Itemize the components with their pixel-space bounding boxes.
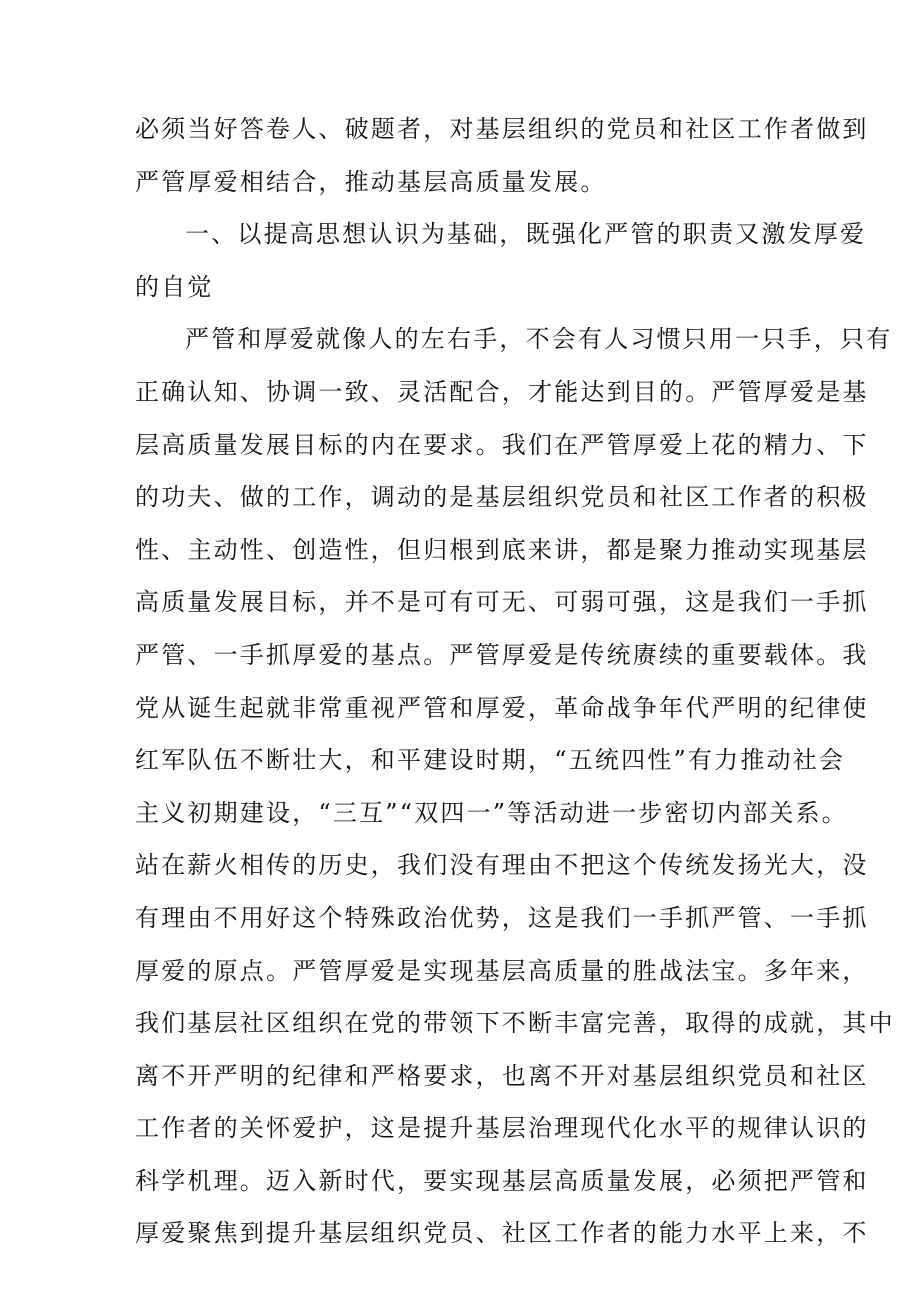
text-line: 我们基层社区组织在党的带领下不断丰富完善，取得的成就，其中 [135, 1009, 895, 1038]
text-line: 严管、一手抓厚爱的基点。严管厚爱是传统赓续的重要载体。我 [135, 640, 869, 669]
text-line: 必须当好答卷人、破题者，对基层组织的党员和社区工作者做到 [135, 115, 869, 143]
text-line: 性、主动性、创造性，但归根到底来讲，都是聚力推动实现基层 [135, 535, 869, 564]
text-line: 厚爱聚焦到提升基层组织党员、社区工作者的能力水平上来，不 [135, 1219, 869, 1248]
text-line: 站在薪火相传的历史，我们没有理由不把这个传统发扬光大，没 [135, 851, 869, 880]
text-line: 主义初期建设，“三互”“双四一”等活动进一步密切内部关系。 [135, 798, 848, 827]
text-line: 的功夫、做的工作，调动的是基层组织党员和社区工作者的积极 [135, 483, 869, 512]
text-line: 离不开严明的纪律和严格要求，也离不开对基层组织党员和社区 [135, 1061, 869, 1090]
text-line: 层高质量发展目标的内在要求。我们在严管厚爱上花的精力、下 [135, 430, 869, 459]
section-heading-line: 一、以提高思想认识为基础，既强化严管的职责又激发厚爱 [185, 220, 867, 249]
body-text [135, 103, 895, 1260]
section-heading-line: 的自觉 [135, 272, 214, 301]
text-line: 红军队伍不断壮大，和平建设时期，“五统四性”有力推动社会 [135, 746, 846, 775]
text-line: 科学机理。迈入新时代，要实现基层高质量发展，必须把严管和 [135, 1166, 869, 1195]
text-line: 有理由不用好这个特殊政治优势，这是我们一手抓严管、一手抓 [135, 903, 869, 932]
text-line: 党从诞生起就非常重视严管和厚爱，革命战争年代严明的纪律使 [135, 693, 869, 722]
text-line: 工作者的关怀爱护，这是提升基层治理现代化水平的规律认识的 [135, 1114, 869, 1143]
text-line: 高质量发展目标，并不是可有可无、可弱可强，这是我们一手抓 [135, 588, 869, 617]
text-line: 正确认知、协调一致、灵活配合，才能达到目的。严管厚爱是基 [135, 377, 869, 406]
text-line: 厚爱的原点。严管厚爱是实现基层高质量的胜战法宝。多年来， [135, 956, 869, 985]
paragraph-first-line: 严管和厚爱就像人的左右手，不会有人习惯只用一只手，只有 [185, 325, 893, 354]
text-line: 严管厚爱相结合，推动基层高质量发展。 [135, 167, 607, 196]
